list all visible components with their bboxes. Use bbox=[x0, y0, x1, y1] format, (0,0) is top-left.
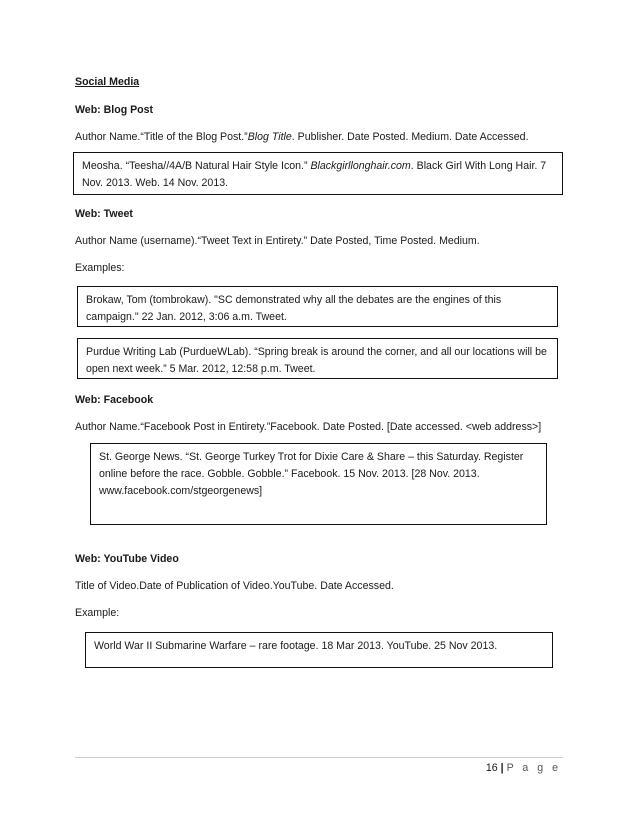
page-footer bbox=[486, 762, 561, 774]
blog-post-heading: Web: Blog Post bbox=[75, 104, 154, 116]
facebook-heading: Web: Facebook bbox=[75, 394, 154, 406]
page-number: 16 bbox=[485, 762, 498, 774]
tweet-examples-label: Examples: bbox=[75, 262, 125, 274]
social-media-heading: Social Media bbox=[75, 76, 140, 88]
blog-post-example-line1 bbox=[82, 158, 554, 175]
tweet-example1-line1: Brokaw, Tom (tombrokaw). "SC demonstrated why all the debates are the engines of this bbox=[86, 294, 502, 306]
tweet-example1-line2: campaign." 22 Jan. 2012, 3:06 a.m. Tweet. bbox=[86, 311, 287, 323]
facebook-example-line2: online before the race. Gobble. Gobble.” Facebook. 15 Nov. 2013. [28 Nov. 2013. bbox=[99, 468, 480, 480]
blog-post-format-italic: Blog Title bbox=[247, 131, 292, 143]
youtube-example-box bbox=[85, 632, 553, 668]
page-word: P a g e bbox=[506, 762, 561, 774]
youtube-heading: Web: YouTube Video bbox=[75, 553, 179, 565]
footer-rule bbox=[75, 757, 563, 758]
facebook-format: Author Name.“Facebook Post in Entirety.”Facebook. Date Posted. [Date accessed. <web address>] bbox=[75, 421, 542, 433]
blog-post-example-author-title: Meosha. “Teesha//4A/B Natural Hair Style Icon.” bbox=[82, 160, 311, 172]
tweet-format: Author Name (username).“Tweet Text in Entirety.” Date Posted, Time Posted. Medium. bbox=[75, 235, 480, 247]
facebook-example-line1: St. George News. “St. George Turkey Trot for Dixie Care & Share – this Saturday. Register bbox=[99, 451, 524, 463]
blog-post-format bbox=[75, 130, 529, 144]
facebook-example-line3: www.facebook.com/stgeorgenews] bbox=[99, 485, 263, 497]
footer-separator: | bbox=[500, 762, 504, 774]
youtube-example-line1: World War II Submarine Warfare – rare footage. 18 Mar 2013. YouTube. 25 Nov 2013. bbox=[94, 640, 498, 652]
blog-post-example-line2: Nov. 2013. Web. 14 Nov. 2013. bbox=[82, 177, 229, 189]
blog-post-format-part-b: . Publisher. Date Posted. Medium. Date Accessed. bbox=[291, 131, 529, 143]
tweet-example-box-2 bbox=[77, 338, 558, 379]
youtube-format: Title of Video.Date of Publication of Video.YouTube. Date Accessed. bbox=[75, 580, 394, 592]
facebook-example-box bbox=[90, 443, 547, 525]
tweet-example2-line1: Purdue Writing Lab (PurdueWLab). “Spring break is around the corner, and all our locations will be bbox=[86, 346, 547, 358]
blog-post-example-site: Blackgirllonghair.com bbox=[310, 160, 411, 172]
youtube-example-label: Example: bbox=[75, 607, 120, 619]
blog-post-format-part-a: Author Name.“Title of the Blog Post.” bbox=[75, 131, 248, 143]
tweet-example-box-1 bbox=[77, 286, 558, 327]
tweet-example2-line2: open next week.” 5 Mar. 2012, 12:58 p.m. Tweet. bbox=[86, 363, 316, 375]
tweet-heading: Web: Tweet bbox=[75, 208, 133, 220]
blog-post-example-box bbox=[73, 152, 563, 195]
blog-post-example-publisher: . Black Girl With Long Hair. 7 bbox=[410, 160, 547, 172]
